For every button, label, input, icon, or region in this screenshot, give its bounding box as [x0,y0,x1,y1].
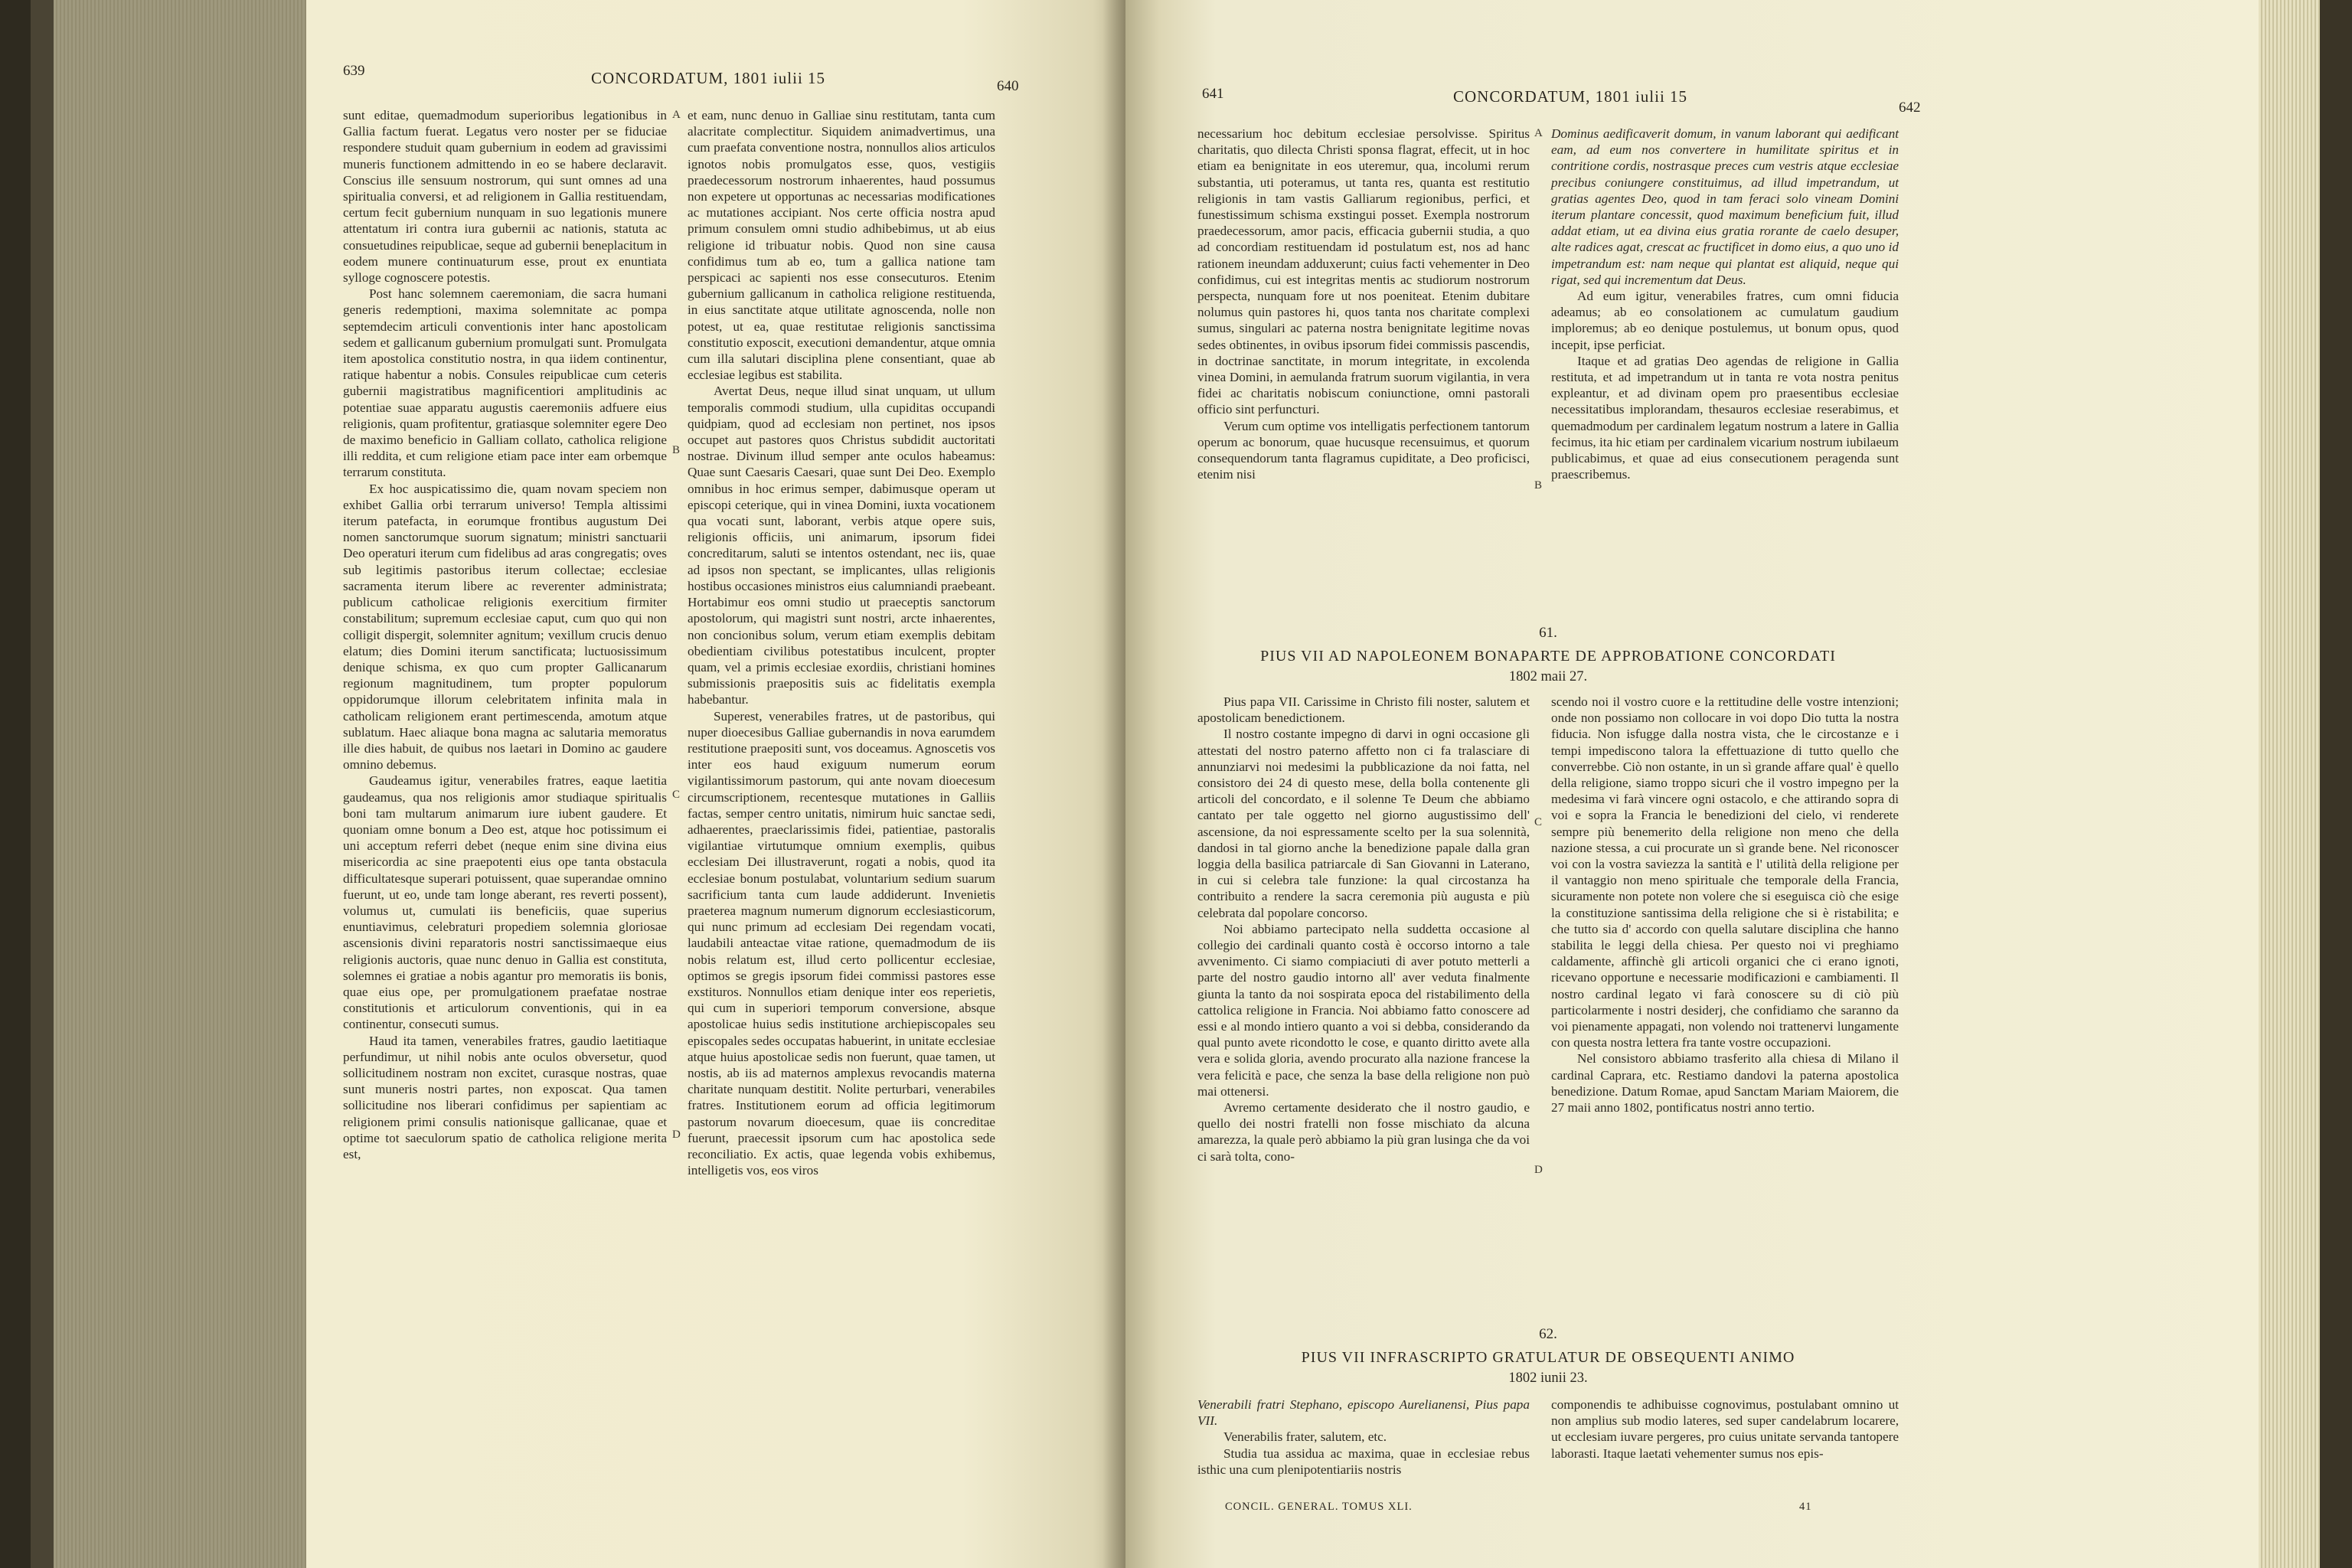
margin-letter-b: B [1534,479,1543,492]
document-date-61: 1802 maii 27. [1508,669,1588,684]
paragraph: et eam, nunc denuo in Galliae sinu restitutam, tanta cum alacritate complectitur. Siquidem animadvertimus, una cum praefata conventione nostra, nonnullos alios articulos ignotos nobis promulgatos esse, quos, vestigiis praedecessorum nostrorum inhaerentes, haud possumus non expetere ut opportunas ac necessarias modificationes ac mutationes accipiant. Nos certe officia nostra apud primum consulem omni studio adhibebimus, ut ab eius religione id tribuatur nobis. Quod non sine causa confidimus tum ab eo, tum a gallica natione tam perspicaci ac sapienti nos esse consecuturos. Etenim gubernium gallicanum in catholica religione restituenda, in eius sanctitate atque utilitate agnoscenda, nolle non potest, ut ea, quae restitutae religionis sanctissima constitutio exposcit, executioni demandentur, atque omnia cum illa salutari disciplina plene consentiant, quae ab ecclesiae legibus est stabilita. [688,108,995,383]
paragraph: Post hanc solemnem caeremoniam, die sacra humani generis redemptioni, maxima solemnitate ac pompa septemdecim articuli conventionis inter hanc apostolicam sedem et gallicanum gubernium promulgati sunt. Promulgata item apostolica constitutio nostra, in qua iidem continentur, ratique habentur a nobis. Consules reipublicae cum ceteris gubernii magistratibus magnificentiori amplitudinis ac potentiae suae apparatu augustis caeremoniis adfuere eius religionis, quam profitentur, gratiasque solemniter egere Deo de maximo beneficio in Galliam collato, catholica religione illi reddita, et cum religione etiam pace inter eam orbemque terrarum constituta. [343,286,667,480]
right-page-top-column-1 [1197,126,1530,482]
paragraph: Haud ita tamen, venerabiles fratres, gaudio laetitiaque perfundimur, ut nihil nobis ante oculos obversetur, quod sollicitudinem nostram non excitet, curasque nostras, quae sunt muneris nostri partes, non exposcat. Qua tamen sollicitudine nos liberari confidimus per sapientiam ac religionem primi consulis nationisque gallicanae, quae et optime tot saeculorum spatio de catholica religione merita est, [343,1033,667,1161]
paragraph: componendis te adhibuisse cognovimus, postulabant omnino ut non amplius sub modio lateres, sed super candelabrum locarere, ut ecclesiam iuvare pergeres, pro cuius unitate servanda tantopere laborasti. Itaque laetati vehementer sumus nos epis- [1551,1397,1899,1461]
paragraph: necessarium hoc debitum ecclesiae persolvisse. Spiritus charitatis, quo dilecta Christi sponsa flagrat, effecit, ut in hoc etiam ea benignitate in eos uteremur, qua, incolumi rerum substantia, uti poteramus, ut tanta res, quanta est restitutio religionis in tam vastis Galliarum regionibus, perfici, et funestissimum schisma exstingui posset. Exempla nostrorum praedecessorum, amor pacis, efficacia gubernii studia, a quo ad concordiam restituendam id postulatum est, nos ad hanc rationem ineundam adduxerunt; cuius facti vehementer in Deo confidimus, cui est integritas mentis ac studiorum nostrorum perspecta, nunquam fore ut nos poeniteat. Etenim dubitare nolumus quin pastores hi, quos tanta nos charitate complexi sumus, singulari ac paterna nostra benignitate legitime novas sedes obtinentes, in ovibus ipsorum fidei commissis pascendis, in doctrinae sanctitate, in morum integritate, in excolenda vinea Domini, in aemulanda fratrum suorum vigilantia, in vera fidei ac charitatis nobiscum coniunctione, omni pastorali officio sint perfuncturi. [1197,126,1530,417]
document-date-62: 1802 iunii 23. [1508,1370,1588,1386]
right-page [1125,0,2259,1568]
paragraph: scendo noi il vostro cuore e la rettitudine delle vostre intenzioni; onde non possiamo non collocare in voi dopo Dio tutta la nostra fiducia. Non isfugge dalla nostra vista, che le circostanze e i tempi impediscono talora la effettuazione di tutto quello che converrebbe. Ciò non ostante, in un sì grande affare qual' è quello della religione, siamo troppo sicuri che il vostro impegno per la medesima vi farà vincere ogni ostacolo, e che attirando sopra di voi e sopra la Francia le benedizioni del cielo, vi renderete sempre più benemerito della religione non meno che della nazione stessa, a cui procurate un sì grande bene. Nel riconoscer voi con la vostra saviezza la santità e l' utilità della religione per il vantaggio non meno spirituale che temporale della Francia, sicuramente non potete non volere che si eseguisca ciò che esige la constituzione santissima della religione che si è ristabilita; e che tutto sia d' accordo con quella salutare disciplina che hanno stabilita le leggi della chiesa. Per questo noi vi preghiamo caldamente, affinchè gli articoli organici che ci erano ignoti, ricevano opportune e necessarie modificazioni e cambiamenti. Il nostro cardinal legato vi farà conoscere su di ciò più particolarmente i nostri desiderj, che confidiamo che saranno da voi pienamente appagati, non volendo noi trattenervi lungamente con questa nostra lettera fra tante vostre occupazioni. [1551,694,1899,1050]
page-number-640: 640 [997,78,1019,94]
doc62-column-2 [1551,1396,1899,1462]
paragraph: Dominus aedificaverit domum, in vanum laborant qui aedificant eam, ad eum nos convertere in humilitate spiritus et in contritione cordis, nostrasque preces cum vestris atque ecclesiae precibus coniungere constituimus, ad illud impetrandum, ut gratias agentes Deo, quod in tam feraci solo vineam Domini iterum plantare concessit, quod maximum beneficium fuit, illud addat etiam, ut ea divina eius gratia rorante de caelo desuper, alte radices agat, crescat ac fructificet in domo eius, a quo uno id impetrandum est: nam neque qui plantat est aliquid, neque qui rigat, sed qui incrementum dat Deus. [1551,126,1899,287]
page-number-641: 641 [1202,86,1224,102]
page-number-642: 642 [1899,100,1921,116]
margin-letter-d: D [1534,1164,1543,1176]
margin-letter-a: A [1534,127,1543,139]
paragraph: Venerabilis frater, salutem, etc. [1223,1429,1387,1445]
paragraph: Nel consistoro abbiamo trasferito alla chiesa di Milano il cardinal Caprara, etc. Restiamo dandovi la paterna apostolica benedizione. Datum Romae, apud Sanctam Mariam Maiorem, die 27 maii anno 1802, pontificatus nostri anno tertio. [1551,1051,1899,1116]
paragraph: Avremo certamente desiderato che il nostro gaudio, e quello dei nostri fratelli non fosse mischiato da alcuna amarezza, la quale però abbiamo la più gran lusinga che da voi ci sarà tolta, cono- [1197,1100,1530,1164]
margin-letter-b: B [672,444,681,456]
margin-letter-a: A [672,109,681,121]
running-head-left: CONCORDATUM, 1801 iulii 15 [591,69,826,87]
running-head-right: CONCORDATUM, 1801 iulii 15 [1453,87,1688,106]
footer-volume: CONCIL. GENERAL. TOMUS XLI. [1225,1501,1413,1513]
paragraph: Ad eum igitur, venerabiles fratres, cum omni fiducia adeamus; ab eo consolationem ac cumulatum gaudium imploremus; ab eo denique postulemus, ut bonum opus, quod incepit, ipse perficiat. [1551,289,1899,352]
page-number-639: 639 [343,63,365,79]
right-page-top-column-2 [1551,126,1899,482]
paragraph: Pius papa VII. Carissime in Christo fili noster, salutem et apostolicam benedictionem. [1197,694,1530,726]
left-page-column-2 [688,107,995,1178]
paragraph: Gaudeamus igitur, venerabiles fratres, eaque laetitia gaudeamus, qua nos religionis amor studiaque spiritualis boni tam multarum animarum iure iubent gaudere. Et quoniam omne bonum a Deo est, atque hoc potissimum ei uni acceptum referri debet (neque enim sine divina eius misericordia ac sine praepotenti eius ope tanta obstacula difficultatesque superari potuissent, quae superandae omnino fuerunt, ut eo, unde tam longe aberant, res reverti possent), volumus ut, cumulati iis beneficiis, quae superius enuntiavimus, celebraturi propediem solemnia gloriosae ascensionis divini reparatoris nostri sanctissimaeque eius religionis auctoris, quae nunc denuo in Gallia est constituta, solemnes ei gratiae a nobis agantur pro memoratis iis bonis, quae eius ope, per promulgationem praefatae nostrae constitutionis et articulorum conventionis, qui in ea continentur, consecuti sumus. [343,773,667,1032]
page-edges-left [54,0,306,1568]
paragraph: Avertat Deus, neque illud sinat unquam, ut ullum temporalis commodi studium, ulla cupiditas occupandi quidpiam, quod ad ecclesiam non pertinet, nos ipsos occupet aut pastores quos Christus subdidit auctoritati nostrae. Divinum illud semper ante oculos habeamus: Quae sunt Caesaris Caesari, quae sunt Dei Deo. Exemplo omnibus in hoc erimus semper, dabimusque operam ut episcopi ceterique, qui in vinea Domini, iuxta vocationem qua vocati sunt, laborant, verbis atque opere suis, religionis officiis, uni animarum, ipsorum fidei concreditarum, saluti se intentos ostendant, nec iis, quae ad ipsos non spectant, se implicantes, ullas religionis hostibus occasiones ministros eius calumniandi praebeant. Hortabimur eos omni studio ut praeceptis sanctorum apostolorum, qui magistri sunt nostri, arcte inhaerentes, non concionibus solum, verum etiam exemplis debitam obedientiam civilibus potestatibus inculcent, propter quam, vel a primis ecclesiae exordiis, christiani homines submissionis praepositis suis ac fidelitatis exempla habebantur. [688,384,995,707]
doc61-column-1 [1197,694,1530,1165]
document-number-62: 62. [1539,1326,1557,1342]
doc62-column-1 [1197,1396,1530,1478]
paragraph: Superest, venerabiles fratres, ut de pastoribus, qui nuper dioecesibus Galliae gubernandis in nova earumdem restitutione praepositi sunt, vos doceamus. Agnoscetis vos inter eos haud exiguum numerum eorum vigilantissimorum pastorum, qui ante novam dioecesum circumscriptionem, recentesque mutationes in Galliis factas, semper centro unitatis, nimirum huic sanctae sedi, adhaerentes, praeclarissimis fidei, patientiae, pastoralis vigilantiae virtutumque omnium exemplis, quibus ecclesiam Dei illustraverunt, rogati a nobis, quod ita ecclesiae bonum postulabat, voluntarium sedium suarum sacrificium tanta cum laude addiderunt. Invenietis praeterea magnum numerum dignorum ecclesiasticorum, qui nunc primum ad ecclesiam Dei regendam vocati, laudabili anteactae vitae ratione, quemadmodum de iis nobis relatum est, illud certo pollicentur ecclesiae, optimos se gregis ipsorum fidei commissi pastores esse exstituros. Nonnullos etiam denique inter eos reperietis, qui cum in superiori temporum conversione, absque apostolicae huius sedis institutione archiepiscopales seu episcopales sedes occupatas habuerint, in unitate ecclesiae atque huius apostolicae sedis non fuerunt, quae tamen, ut nostis, ab iis ad maternos amplexus revocandis materna charitate nunquam destitit. Nolite perturbari, venerabiles fratres. Institutionem eorum ad officia legitimorum pastorum novarum dioecesum, quae iis concreditae fuerunt, praecessit ipsorum cum hac apostolica sede reconciliatio. Ex actis, quae legenda vobis exhibemus, intelligetis vos, eos viros [688,708,995,1178]
footer-signature: 41 [1799,1501,1812,1513]
paragraph: sunt editae, quemadmodum superioribus legationibus in Gallia factum fuerat. Legatus vero noster per se fiduciae respondere studuit quam gubernium in eodem ad gravissimi muneris functionem admittendo in eo se habere declaravit. Conscius ille sensuum nostrorum, qui sunt omnes ad una spiritualia conversi, et ad religionem in Gallia restituendam, certum fecit gubernium nunquam in suo legationis munere attentatum iri contra iura gubernii ac nationis, statuta ac consuetudines reipublicae, seque ad gubernii beneplacitum in eodem munere continuaturum esse, prout ex enuntiata sylloge cognoscere potestis. [343,108,667,286]
paragraph: Il nostro costante impegno di darvi in ogni occasione gli attestati del nostro paterno affetto non ci fa tralasciare di annunziarvi noi medesimi la pubblicazione da noi fatta, nel consistoro dei 24 di questo mese, della bolla contenente gli articoli del concordato, e il solenne Te Deum che abbiamo cantato per tale oggetto nel giorno augustissimo dell' ascensione, da noi espressamente scelto per la sua solennità, dandosi in tal giorno anche la benedizione papale dalla gran loggia della basilica patriarcale di San Giovanni in Laterano, in cui si celebra tale funzione: la qual circostanza ha contribuito a rendere la sacra ceremonia più augusta e più celebrata dal popolare concorso. [1197,727,1530,920]
margin-letter-c: C [1534,816,1543,828]
page-edges-right [2259,0,2320,1568]
paragraph: Studia tua assidua ac maxima, quae in ecclesiae rebus isthic una cum plenipotentiariis nostris [1197,1446,1530,1477]
paragraph: Verum cum optime vos intelligatis perfectionem tantorum operum ac bonorum, quae hucusque recensuimus, et quorum consequendorum tanta flagramus cupiditate, a Deo proficisci, etenim nisi [1197,418,1530,482]
margin-letter-c: C [672,789,681,801]
doc61-column-2 [1551,694,1899,1116]
document-title-61: PIUS VII AD NAPOLEONEM BONAPARTE DE APPROBATIONE CONCORDATI [1260,648,1836,665]
left-page [306,0,1125,1568]
paragraph: Venerabili fratri Stephano, episcopo Aurelianensi, Pius papa VII. [1197,1397,1530,1429]
paragraph: Ex hoc auspicatissimo die, quam novam speciem non exhibet Gallia orbi terrarum universo! Templa altissimi iterum patefacta, in eorumque frontibus augustum Dei nomen sanctorumque suorum signatum; ministri sanctuarii Deo operaturi iterum cum fidelibus ad aras congregatis; oves sub legitimis pastoribus iterum collectae; ecclesiae sacramenta iterum libere ac reverenter administrata; publicum catholicae religionis exercitium firmiter constabilitum; supremum ecclesiae caput, cum quo qui non colligit dispergit, solemniter agnitum; vexillum crucis denuo elatum; dies Domini iterum sanctificata; luctuosissimum denique schisma, ex quo cum propter Gallicanarum regionum magnitudinem, tum propter populorum oppidorumque illorum celebritatem infinita mala in catholicam religionem erant pertimescenda, amotum atque sublatum. Haec aliaque bona magna ac salutaria memoratus ille dies habuit, de quibus nos laetari in Domino ac gaudere omnino debemus. [343,481,667,773]
paragraph: Noi abbiamo partecipato nella suddetta occasione al collegio dei cardinali quanto costà è occorso intorno a tale avvenimento. Ci siamo compiaciuti di aver potuto metterli a parte del nostro gaudio intorno all' aver veduta finalmente giunta la tanto da noi sospirata epoca del ristabilimento della cattolica religione in Francia. Noi abbiamo fatto conoscere ad essi e al mondo intiero quanto a voi si debba, considerando da qual punto avete ricondotto le cose, e quanto diritto avete alla vera e solida gloria, avendo procurato alla nazione francese la vera felicità e pace, che senza la base della religione non può mai ottenersi. [1197,921,1530,1099]
left-page-column-1 [343,107,667,1162]
document-number-61: 61. [1539,625,1557,641]
paragraph: Itaque et ad gratias Deo agendas de religione in Gallia restituta, et ad impetrandum ut in tanta re vota nostra penitus expleantur, et ad divinam opem pro praesentibus ecclesiae necessitatibus implorandam, thesauros ecclesiae reserabimus, et quemadmodum per cardinalem legatum nostrum a latere in Gallia fecimus, ita hic etiam per cardinalem vicarium nostrum iubilaeum publicabimus, et quae ad eius consecutionem peragenda sunt praescribemus. [1551,353,1899,482]
margin-letter-d: D [672,1129,681,1141]
document-title-62: PIUS VII INFRASCRIPTO GRATULATUR DE OBSEQUENTI ANIMO [1301,1349,1795,1366]
